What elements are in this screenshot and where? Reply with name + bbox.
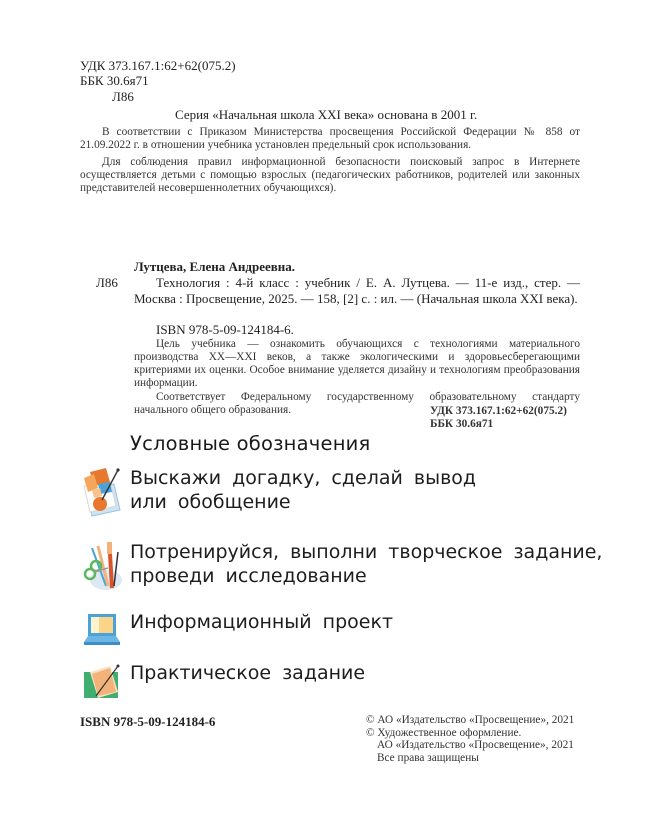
catalog-isbn: ISBN 978-5-09-124184-6. [156,322,294,337]
copyright-artwork: © Художественное оформление. [366,726,522,739]
legend-item-line1: Потренируйся, выполни творческое задание, [130,541,603,563]
legend-item-hypothesis [130,466,476,514]
practical-task-icon [82,662,124,702]
series-note: Серия «Начальная школа XXI века» основана в 2001 г. [175,107,478,122]
internet-safety-notice: Для соблюдения правил информационной безопасности поисковый запрос в Интернете осуществляется детьми с помощью взрослых (педагогических работников, родителей или законных представителей несовершеннолетних обучающихся). [80,156,580,194]
ministry-order-notice: В соответствии с Приказом Министерства просвещения Российской Федерации № 858 от 21.09.2022 г. в отношении учебника установлен предельный срок использования. [80,126,580,151]
footer-copyright [366,714,574,764]
catalog-abstract: Цель учебника — ознакомить обучающихся с технологиями материального производства XX—XXI веков, а также экологическими и здоровьесберегающими критериями их оценки. Особое внимание уделяется дизайну и технологиям преобразования информации. [134,338,580,389]
rights-reserved: Все права защищены [377,751,479,764]
catalog-udk: УДК 373.167.1:62+62(075.2) [430,405,567,417]
copyright-artwork-publisher: АО «Издательство «Просвещение», 2021 [377,739,574,751]
catalog-author-heading: Лутцева, Елена Андреевна. [134,259,295,274]
catalog-standard: Соответствует Федеральному государственному образовательному стандарту начального общего образования. [134,391,580,416]
catalog-description: Технология : 4-й класс : учебник / Е. А. Лутцева. — 11-е изд., стер. — Москва : Просвещение, 2025. — 158, [2] с. : ил. — (Начальная школа XXI века). [134,275,580,306]
header-author-mark: Л86 [112,89,134,104]
catalog-bbk: ББК 30.6я71 [430,418,494,430]
footer-isbn: ISBN 978-5-09-124184-6 [80,714,216,729]
legend-title: Условные обозначения [130,432,371,455]
art-tools-icon [80,540,126,592]
legend-item-line1: Выскажи догадку, сделай вывод [130,467,477,489]
legend-item-line2: или обобщение [130,491,291,513]
copyright-publisher: © АО «Издательство «Просвещение», 2021 [366,714,575,726]
hypothesis-icon [80,466,124,518]
legend-item-practical-task: Практическое задание [130,662,366,684]
laptop-icon [82,612,122,648]
legend-item-line2: проведи исследование [130,565,367,587]
header-bbk: ББК 30.6я71 [80,73,149,88]
catalog-mark: Л86 [96,275,118,290]
legend-item-creative-task [130,540,602,588]
legend-item-info-project: Информационный проект [130,611,394,633]
header-udk: УДК 373.167.1:62+62(075.2) [80,58,236,73]
